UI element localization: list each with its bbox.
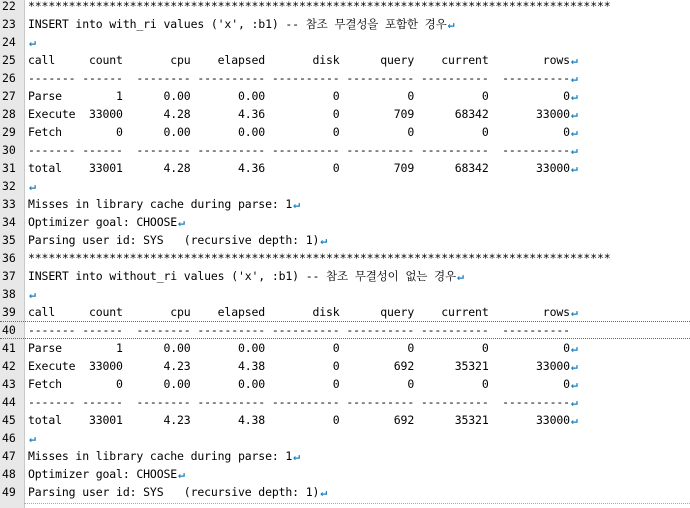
line-number: 27 bbox=[2, 89, 16, 103]
editor-line-30[interactable] bbox=[0, 141, 690, 159]
line-text-content: Fetch 0 0.00 0.00 0 0 0 0 bbox=[28, 125, 570, 139]
line-break-icon: ↵ bbox=[178, 215, 185, 229]
line-break-icon: ↵ bbox=[570, 341, 578, 355]
editor-line-33[interactable] bbox=[0, 195, 690, 213]
editor-line-40[interactable] bbox=[0, 321, 690, 339]
line-text-content: call count cpu elapsed disk query current rows bbox=[28, 305, 570, 319]
line-text bbox=[28, 177, 36, 195]
line-text bbox=[28, 123, 578, 141]
line-break-icon: ↵ bbox=[570, 143, 578, 157]
line-text bbox=[28, 393, 578, 411]
line-break-icon: ↵ bbox=[178, 467, 185, 481]
line-text bbox=[28, 339, 578, 357]
line-text-content: Parse 1 0.00 0.00 0 0 0 0 bbox=[28, 89, 570, 103]
line-break-icon: ↵ bbox=[320, 485, 328, 499]
line-number: 36 bbox=[2, 251, 16, 265]
line-break-icon: ↵ bbox=[293, 197, 300, 211]
line-number: 47 bbox=[2, 449, 16, 463]
line-break-icon: ↵ bbox=[29, 287, 36, 301]
line-text-content: ------- ------ -------- ---------- ---------- ---------- ---------- ---------- bbox=[28, 143, 570, 157]
line-text bbox=[28, 51, 578, 69]
editor-line-35[interactable] bbox=[0, 231, 690, 249]
line-number: 39 bbox=[2, 305, 16, 319]
editor-line-38[interactable] bbox=[0, 285, 690, 303]
line-text-content: Execute 33000 4.28 4.36 0 709 68342 33000 bbox=[28, 107, 570, 121]
line-break-icon: ↵ bbox=[570, 71, 578, 85]
next-line-edge bbox=[24, 503, 690, 508]
line-text-content: ------- ------ -------- ---------- ---------- ---------- ---------- ---------- bbox=[28, 71, 570, 85]
editor-line-42[interactable] bbox=[0, 357, 690, 375]
line-break-icon: ↵ bbox=[570, 413, 578, 427]
line-text bbox=[28, 465, 185, 483]
line-number: 43 bbox=[2, 377, 16, 391]
line-number: 22 bbox=[2, 0, 16, 13]
line-break-icon: ↵ bbox=[570, 359, 578, 373]
editor-line-43[interactable] bbox=[0, 375, 690, 393]
line-text bbox=[28, 195, 300, 213]
line-break-icon: ↵ bbox=[570, 53, 578, 67]
line-break-icon: ↵ bbox=[447, 17, 455, 31]
line-text-content: ------- ------ -------- ---------- ---------- ---------- ---------- ---------- bbox=[28, 395, 570, 409]
editor-line-28[interactable] bbox=[0, 105, 690, 123]
line-number: 38 bbox=[2, 287, 16, 301]
line-number: 34 bbox=[2, 215, 16, 229]
line-text-content: Optimizer goal: CHOOSE bbox=[28, 467, 178, 481]
line-text-content: call count cpu elapsed disk query current rows bbox=[28, 53, 570, 67]
line-number: 49 bbox=[2, 485, 16, 499]
line-number: 25 bbox=[2, 53, 16, 67]
editor-line-23[interactable] bbox=[0, 15, 690, 33]
line-text-content: INSERT into without_ri values ('x', :b1) -- 참조 무결성이 없는 경우 bbox=[28, 269, 456, 283]
line-number: 26 bbox=[2, 71, 16, 85]
line-text bbox=[28, 69, 578, 87]
editor-line-32[interactable] bbox=[0, 177, 690, 195]
line-text bbox=[28, 141, 578, 159]
line-number: 32 bbox=[2, 179, 16, 193]
editor-line-24[interactable] bbox=[0, 33, 690, 51]
line-text-content: total 33001 4.23 4.38 0 692 35321 33000 bbox=[28, 413, 570, 427]
line-text-content: Optimizer goal: CHOOSE bbox=[28, 215, 178, 229]
line-number: 48 bbox=[2, 467, 16, 481]
line-text bbox=[28, 267, 464, 285]
line-text-content: Parse 1 0.00 0.00 0 0 0 0 bbox=[28, 341, 570, 355]
line-number: 29 bbox=[2, 125, 16, 139]
line-text bbox=[28, 322, 570, 338]
line-text-content: Parsing user id: SYS (recursive depth: 1) bbox=[28, 485, 320, 499]
editor-line-46[interactable] bbox=[0, 429, 690, 447]
line-number: 40 bbox=[2, 323, 16, 337]
editor-line-22[interactable] bbox=[0, 0, 690, 15]
line-number: 46 bbox=[2, 431, 16, 445]
line-break-icon: ↵ bbox=[29, 431, 36, 445]
line-text bbox=[28, 447, 300, 465]
line-text bbox=[28, 231, 327, 249]
line-text-content: Misses in library cache during parse: 1 bbox=[28, 197, 293, 211]
editor-line-34[interactable] bbox=[0, 213, 690, 231]
line-break-icon: ↵ bbox=[570, 395, 578, 409]
line-text bbox=[28, 249, 611, 267]
line-text bbox=[28, 411, 578, 429]
line-text bbox=[28, 33, 36, 51]
editor-line-27[interactable] bbox=[0, 87, 690, 105]
editor-line-45[interactable] bbox=[0, 411, 690, 429]
line-number: 28 bbox=[2, 107, 16, 121]
editor-line-37[interactable] bbox=[0, 267, 690, 285]
line-break-icon: ↵ bbox=[570, 89, 578, 103]
line-text bbox=[28, 0, 611, 15]
line-text bbox=[28, 15, 454, 33]
line-break-icon: ↵ bbox=[456, 269, 464, 283]
line-break-icon: ↵ bbox=[29, 35, 36, 49]
editor-line-29[interactable] bbox=[0, 123, 690, 141]
line-number: 33 bbox=[2, 197, 16, 211]
line-number: 24 bbox=[2, 35, 16, 49]
line-number: 44 bbox=[2, 395, 16, 409]
line-break-icon: ↵ bbox=[570, 125, 578, 139]
editor-line-47[interactable] bbox=[0, 447, 690, 465]
editor-line-26[interactable] bbox=[0, 69, 690, 87]
line-number: 31 bbox=[2, 161, 16, 175]
line-number: 30 bbox=[2, 143, 16, 157]
line-text-content: Parsing user id: SYS (recursive depth: 1) bbox=[28, 233, 320, 247]
editor-line-41[interactable] bbox=[0, 339, 690, 357]
line-number: 35 bbox=[2, 233, 16, 247]
line-break-icon: ↵ bbox=[29, 179, 36, 193]
line-text-content: ************************************************************************************** bbox=[28, 251, 611, 265]
line-text bbox=[28, 285, 36, 303]
editor-line-49[interactable] bbox=[0, 483, 690, 501]
line-text bbox=[28, 87, 578, 105]
line-text bbox=[28, 213, 185, 231]
line-text-content: ************************************************************************************** bbox=[28, 0, 611, 13]
line-number: 42 bbox=[2, 359, 16, 373]
line-text bbox=[28, 483, 327, 501]
line-text bbox=[28, 375, 578, 393]
line-text bbox=[28, 159, 578, 177]
editor-line-25[interactable] bbox=[0, 51, 690, 69]
editor-line-39[interactable] bbox=[0, 303, 690, 321]
line-text bbox=[28, 303, 578, 321]
line-number: 23 bbox=[2, 17, 16, 31]
line-number: 41 bbox=[2, 341, 16, 355]
line-text-content: total 33001 4.28 4.36 0 709 68342 33000 bbox=[28, 161, 570, 175]
line-number: 37 bbox=[2, 269, 16, 283]
line-number: 45 bbox=[2, 413, 16, 427]
line-text-content: ------- ------ -------- ---------- ---------- ---------- ---------- ---------- bbox=[28, 323, 570, 337]
line-break-icon: ↵ bbox=[293, 449, 300, 463]
line-break-icon: ↵ bbox=[570, 107, 578, 121]
line-break-icon: ↵ bbox=[570, 305, 578, 319]
editor-line-48[interactable] bbox=[0, 465, 690, 483]
line-text bbox=[28, 429, 36, 447]
line-text-content: Misses in library cache during parse: 1 bbox=[28, 449, 293, 463]
editor-line-36[interactable] bbox=[0, 249, 690, 267]
line-break-icon: ↵ bbox=[570, 161, 578, 175]
line-text bbox=[28, 357, 578, 375]
editor-line-31[interactable] bbox=[0, 159, 690, 177]
line-text-content: INSERT into with_ri values ('x', :b1) -- 참조 무결성을 포함한 경우 bbox=[28, 17, 447, 31]
line-break-icon: ↵ bbox=[570, 377, 578, 391]
line-text-content: Fetch 0 0.00 0.00 0 0 0 0 bbox=[28, 377, 570, 391]
line-text-content: Execute 33000 4.23 4.38 0 692 35321 33000 bbox=[28, 359, 570, 373]
line-text bbox=[28, 105, 578, 123]
editor-line-44[interactable] bbox=[0, 393, 690, 411]
line-break-icon: ↵ bbox=[320, 233, 328, 247]
